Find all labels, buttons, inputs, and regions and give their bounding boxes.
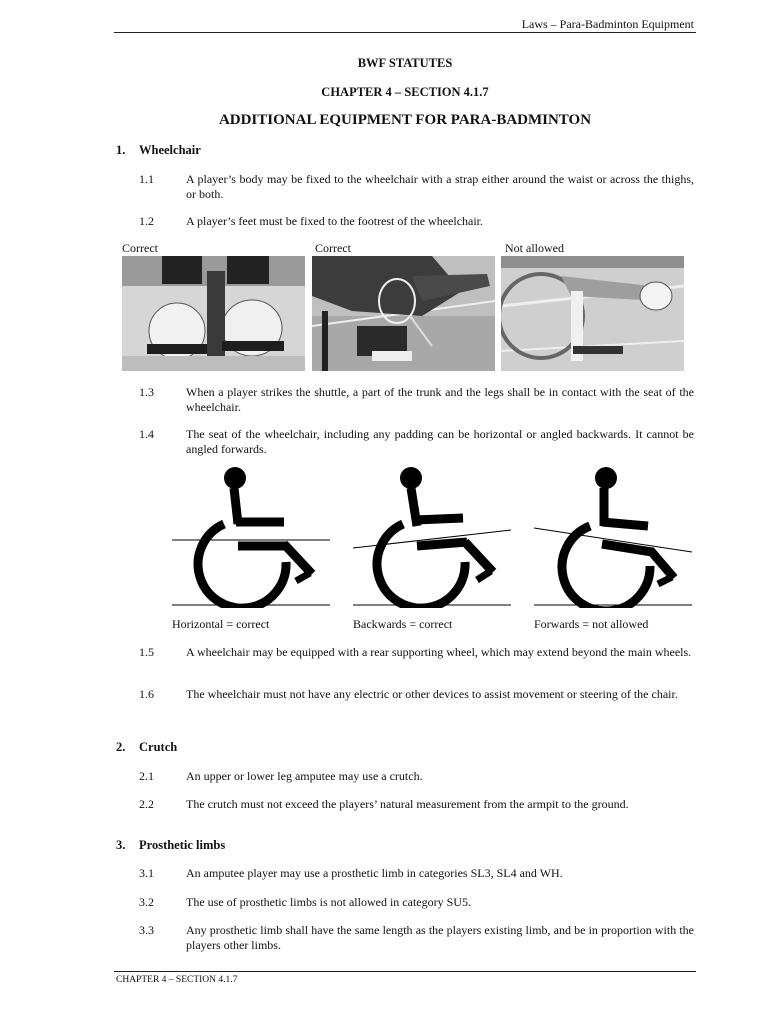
item-number: 1.5 [139,645,154,659]
item-number: 3.2 [139,895,154,909]
wheelchair-backwards-icon [353,466,511,608]
item-text: The wheelchair must not have any electric or other devices to assist movement or steering of the chair. [186,687,678,701]
item-text: A player’s feet must be fixed to the footrest of the wheelchair. [186,214,484,228]
running-header: Laws – Para-Badminton Equipment [521,17,694,31]
item-text: The crutch must not exceed the players’ natural measurement from the armpit to the ground. [186,797,629,811]
item-text: An amputee player may use a prosthetic limb in categories SL3, SL4 and WH. [186,866,563,880]
item-text: The use of prosthetic limbs is not allowed in category SU5. [186,895,471,909]
item-text: The seat of the wheelchair, including any padding can be horizontal or angled backwards. It cannot be angled forwards. [186,427,694,456]
diagram-caption: Forwards = not allowed [534,617,649,631]
item-number: 2.1 [139,769,154,783]
item-number: 1.2 [139,214,154,228]
section-number: 2. [116,740,126,754]
section-title-crutch: Crutch [139,740,178,754]
item-text: When a player strikes the shuttle, a part of the trunk and the legs shall be in contact with the seat of the wheelchair. [186,385,694,414]
footer-rule [114,971,696,972]
doc-title-statutes: BWF STATUTES [357,56,453,70]
photo-caption: Correct [122,241,158,255]
diagram-caption: Backwards = correct [353,617,453,631]
section-title-wheelchair: Wheelchair [139,143,201,157]
doc-title-main: ADDITIONAL EQUIPMENT FOR PARA-BADMINTON [218,112,592,128]
item-number: 1.6 [139,687,154,701]
item-number: 1.3 [139,385,154,399]
wheelchair-forwards-icon [534,466,692,608]
item-text: A wheelchair may be equipped with a rear supporting wheel, which may extend beyond the main wheels. [186,645,692,659]
diagram-caption: Horizontal = correct [172,617,270,631]
doc-title-chapter: CHAPTER 4 – SECTION 4.1.7 [321,85,489,99]
photo-feet-not-allowed [501,256,684,371]
item-number: 3.1 [139,866,154,880]
photo-caption: Correct [315,241,351,255]
photo-player-racket [312,256,495,371]
item-text: An upper or lower leg amputee may use a crutch. [186,769,423,783]
item-text: Any prosthetic limb shall have the same length as the players existing limb, and be in proportion with the players other limbs. [186,923,694,952]
item-number: 3.3 [139,923,154,937]
section-number: 3. [116,838,126,852]
photo-caption: Not allowed [505,241,564,255]
section-number: 1. [116,143,126,157]
wheelchair-horizontal-icon [172,466,330,608]
item-number: 2.2 [139,797,154,811]
item-number: 1.4 [139,427,154,441]
header-rule [114,32,696,33]
item-text: A player’s body may be fixed to the wheelchair with a strap either around the waist or across the thighs, or both. [186,172,694,201]
photo-feet-strapped [122,256,305,371]
section-title-prosthetic-limbs: Prosthetic limbs [139,838,226,852]
running-footer: CHAPTER 4 – SECTION 4.1.7 [116,975,238,985]
item-number: 1.1 [139,172,154,186]
